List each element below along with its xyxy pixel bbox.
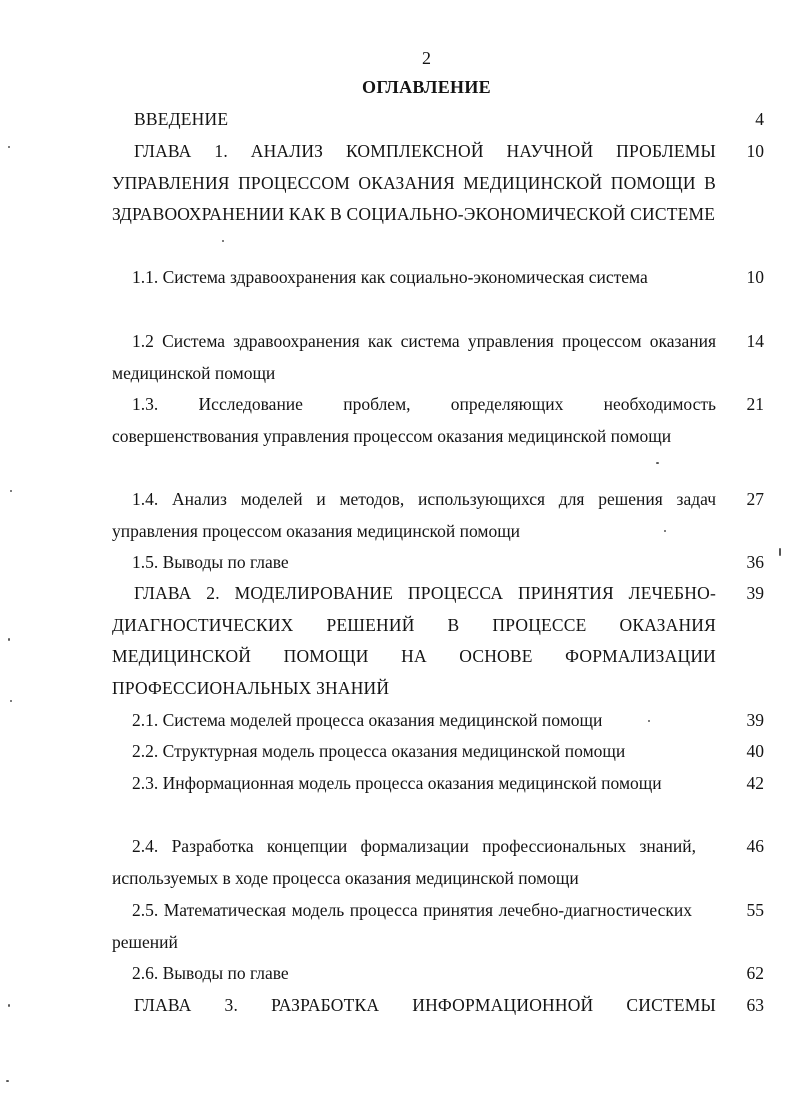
toc-page-number: 42 [746, 773, 764, 793]
scan-speck [222, 240, 224, 242]
toc-entry-section-2-6: 2.6. Выводы по главе [132, 963, 289, 983]
toc-page-number: 10 [746, 267, 764, 287]
toc-page-number: 55 [746, 900, 764, 920]
toc-entry-section-1-2: 1.2 Система здравоохранения как система управления процессом оказания медицинской помощи [112, 331, 716, 383]
scan-speck [6, 1080, 9, 1082]
toc-page-number: 63 [746, 995, 764, 1015]
toc-page-number: 39 [746, 710, 764, 730]
scan-speck [779, 548, 781, 556]
toc-entry-section-2-1: 2.1. Система моделей процесса оказания медицинской помощи [132, 710, 603, 730]
toc-title: ОГЛАВЛЕНИЕ [362, 77, 491, 97]
toc-entry-introduction: ВВЕДЕНИЕ [134, 109, 229, 129]
toc-entry-section-1-3: 1.3. Исследование проблем, определяющих необходимость совершенствования управления процессом оказания медицинской помощи [112, 394, 716, 446]
toc-entry-section-2-3: 2.3. Информационная модель процесса оказания медицинской помощи [132, 773, 662, 793]
toc-entry-section-2-5: 2.5. Математическая модель процесса принятия лечебно-диагностических решений [112, 900, 692, 952]
toc-page-number: 62 [746, 963, 764, 983]
scan-speck [8, 146, 10, 148]
toc-page-number: 14 [746, 331, 764, 351]
toc-page-number: 39 [746, 583, 764, 603]
scan-speck [8, 1004, 10, 1007]
page-number: 2 [422, 48, 431, 68]
scan-speck [648, 720, 650, 722]
toc-page-number: 36 [746, 552, 764, 572]
toc-page-number: 10 [746, 141, 764, 161]
toc-entry-section-1-5: 1.5. Выводы по главе [132, 552, 289, 572]
toc-entry-section-1-1: 1.1. Система здравоохранения как социально-экономическая система [132, 267, 648, 287]
toc-entry-section-1-4: 1.4. Анализ моделей и методов, использующихся для решения задач управления процессом оказания медицинской помощи [112, 489, 716, 541]
toc-page-number: 4 [755, 109, 764, 129]
toc-entry-chapter-1: ГЛАВА 1. АНАЛИЗ КОМПЛЕКСНОЙ НАУЧНОЙ ПРОБЛЕМЫ УПРАВЛЕНИЯ ПРОЦЕССОМ ОКАЗАНИЯ МЕДИЦИНСКОЙ ПОМОЩИ В ЗДРАВООХРАНЕНИИ КАК В СОЦИАЛЬНО-ЭКОНОМИЧЕСКОЙ СИСТЕМЕ [112, 141, 716, 224]
toc-page-number: 40 [746, 741, 764, 761]
scan-speck [656, 462, 659, 464]
scan-speck [10, 700, 12, 702]
toc-page-number: 46 [746, 836, 764, 856]
toc-page-number: 27 [746, 489, 764, 509]
toc-entry-section-2-4: 2.4. Разработка концепции формализации профессиональных знаний, используемых в ходе процесса оказания медицинской помощи [112, 836, 696, 888]
toc-entry-chapter-3: ГЛАВА 3. РАЗРАБОТКА ИНФОРМАЦИОННОЙ СИСТЕМЫ [134, 995, 716, 1015]
toc-entry-section-2-2: 2.2. Структурная модель процесса оказания медицинской помощи [132, 741, 626, 761]
toc-page-number: 21 [746, 394, 764, 414]
scan-speck [8, 638, 10, 641]
scan-speck [664, 530, 666, 532]
toc-entry-chapter-2: ГЛАВА 2. МОДЕЛИРОВАНИЕ ПРОЦЕССА ПРИНЯТИЯ ЛЕЧЕБНО-ДИАГНОСТИЧЕСКИХ РЕШЕНИЙ В ПРОЦЕССЕ ОКАЗАНИЯ МЕДИЦИНСКОЙ ПОМОЩИ НА ОСНОВЕ ФОРМАЛИЗАЦИИ ПРОФЕССИОНАЛЬНЫХ ЗНАНИЙ [112, 583, 716, 698]
scan-speck [10, 490, 12, 492]
